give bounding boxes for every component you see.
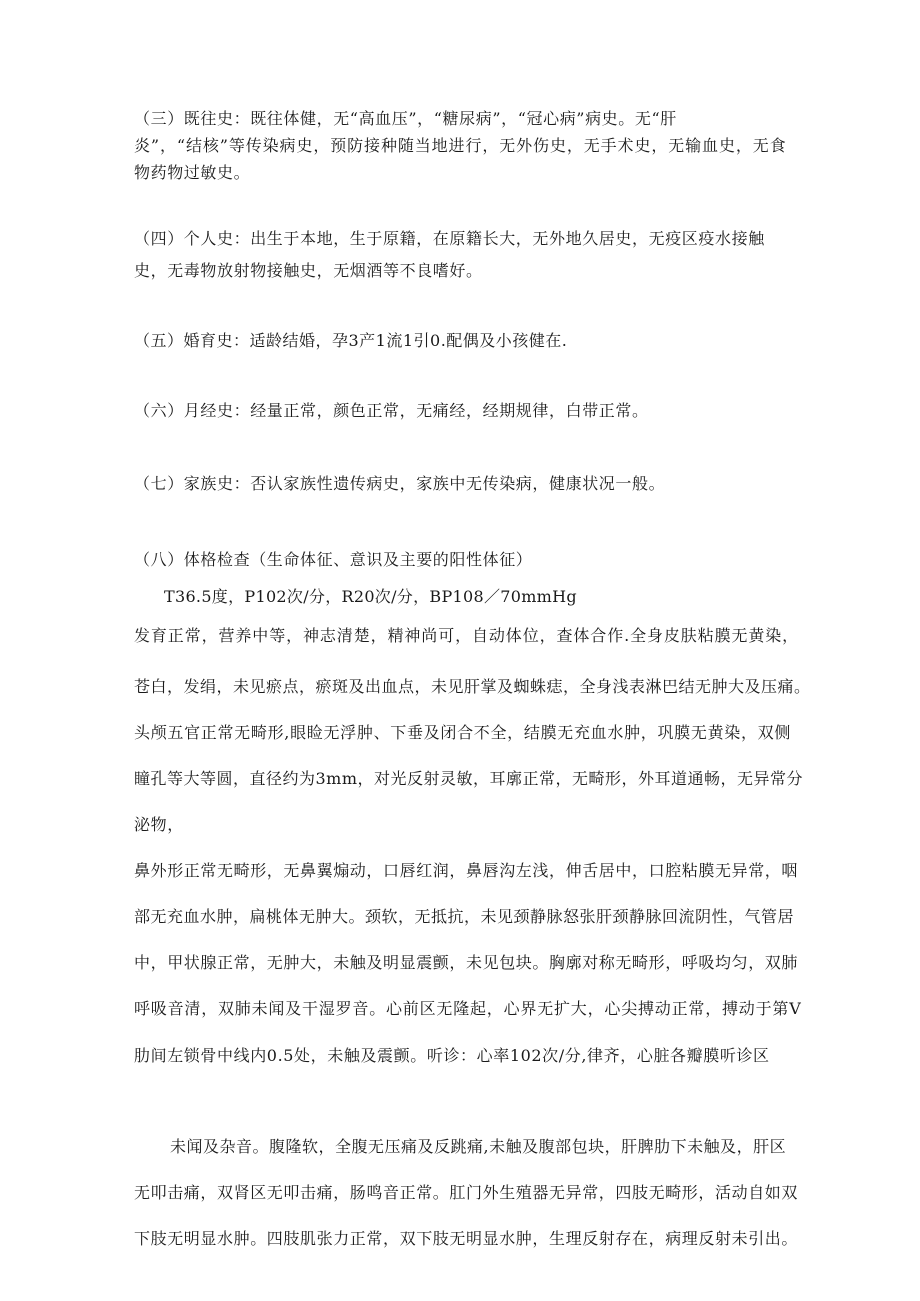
physical-exam-line-2: 苍白，发绢，未见瘀点，瘀斑及出血点，未见肝掌及蜘蛛痣，全身浅表淋巴结无肿大及压痛。: [134, 677, 811, 696]
physical-exam-heading: （八）体格检查（生命体征、意识及主要的阳性体征）: [134, 550, 533, 569]
physical-exam-line-8: 中，甲状腺正常，无肿大，未触及明显震颤，未见包块。胸廓对称无畸形，呼吸均匀，双肺: [134, 953, 799, 972]
vital-signs-line: T36.5度，P102次/分，R20次/分，BP108／70mmHg: [164, 587, 577, 606]
physical-exam-line-1: 发育正常，营养中等，神志清楚，精神尚可，自动体位，查体合作.全身皮肤粘膜无黄染，: [134, 626, 800, 645]
physical-exam-line-9: 呼吸音清，双肺未闻及干湿罗音。心前区无隆起，心界无扩大，心尖搏动正常，搏动于第V: [134, 999, 802, 1018]
physical-exam-line-10: 肋间左锁骨中线内0.5处，未触及震颤。听诊：心率102次/分,律齐，心脏各瓣膜听诊区: [134, 1046, 770, 1065]
personal-history-line-1: （四）个人史：出生于本地，生于原籍，在原籍长大，无外地久居史，无疫区疫水接触: [134, 229, 765, 248]
physical-exam-line-7: 部无充血水肿，扁桃体无肿大。颈软，无抵抗，未见颈静脉怒张肝颈静脉回流阴性，气管居: [134, 907, 795, 926]
past-history-line-3: 物药物过敏史。: [134, 163, 251, 182]
past-history-line-2: 炎”，“结核”等传染病史，预防接种随当地进行，无外伤史，无手术史，无输血史，无食: [134, 136, 787, 155]
past-history-line-1: （三）既往史：既往体健，无“高血压”，“糖尿病”，“冠心病”病史。无“肝: [134, 109, 677, 128]
physical-exam-line-6: 鼻外形正常无畸形，无鼻翼煽动，口唇红润，鼻唇沟左浅，伸舌居中，口腔粘膜无异常，咽: [134, 861, 799, 880]
menstrual-history-line: （六）月经史：经量正常，颜色正常，无痛经，经期规律，白带正常。: [134, 401, 649, 420]
physical-exam-line-12: 无叩击痛，双肾区无叩击痛，肠鸣音正常。肛门外生殖器无异常，四肢无畸形，活动自如双: [134, 1183, 799, 1202]
family-history-line: （七）家族史：否认家族性遗传病史，家族中无传染病，健康状况一般。: [134, 474, 666, 493]
physical-exam-line-11: 未闻及杂音。腹隆软，全腹无压痛及反跳痛,未触及腹部包块，肝脾肋下未触及，肝区: [170, 1137, 787, 1156]
physical-exam-line-3: 头颅五官正常无畸形,眼睑无浮肿、下垂及闭合不全，结膜无充血水肿，巩膜无黄染，双侧: [134, 723, 792, 742]
physical-exam-line-13: 下肢无明显水肿。四肢肌张力正常，双下肢无明显水肿，生理反射存在，病理反射未引出。: [134, 1229, 799, 1248]
physical-exam-line-4: 瞳孔等大等圆，直径约为3mm，对光反射灵敏，耳廓正常，无畸形，外耳道通畅，无异常分: [134, 769, 804, 788]
personal-history-line-2: 史，无毒物放射物接触史，无烟酒等不良嗜好。: [134, 261, 483, 280]
marital-history-line: （五）婚育史：适龄结婚，孕3产1流1引0.配偶及小孩健在.: [134, 331, 568, 350]
physical-exam-line-5: 泌物，: [134, 815, 184, 834]
